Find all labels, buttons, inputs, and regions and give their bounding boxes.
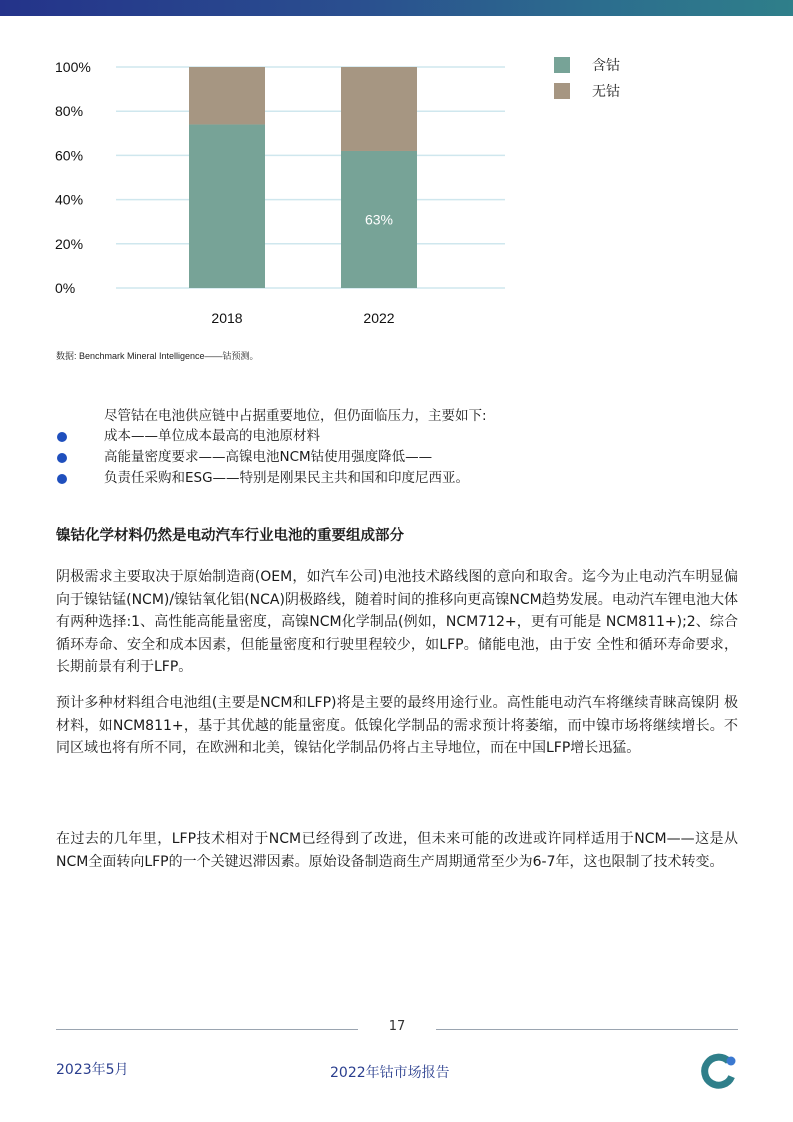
- list-item: [56, 447, 736, 468]
- legend-item: [554, 52, 620, 78]
- footer-report-title: 2022年钴市场报告: [330, 1065, 450, 1081]
- data-label: 63%: [364, 211, 394, 228]
- report-logo-icon: [698, 1051, 738, 1091]
- legend-item: [554, 78, 620, 104]
- bullet-dot-icon: [57, 474, 67, 484]
- x-tick-label: 2018: [211, 310, 243, 326]
- bullet-dot-icon: [57, 453, 67, 463]
- chart-svg: [40, 40, 760, 340]
- footer-date: 2023年5月: [56, 1062, 129, 1078]
- intro-text: 尽管钴在电池供应链中占据重要地位，但仍面临压力，主要如下:: [104, 408, 487, 424]
- list-item-text: 负责任采购和ESG——特别是刚果民主共和国和印度尼西亚。: [104, 470, 470, 486]
- list-item: [56, 468, 736, 489]
- legend-swatch: [554, 83, 570, 99]
- top-color-band: [0, 0, 793, 16]
- y-tick-label: 20%: [55, 235, 84, 252]
- list-item: [56, 426, 736, 447]
- footer-divider-right: [436, 1029, 738, 1030]
- y-tick-label: 60%: [55, 147, 84, 164]
- chart-legend: [554, 52, 620, 104]
- y-tick-label: 40%: [55, 191, 84, 208]
- footer-divider-left: [56, 1029, 358, 1030]
- stacked-bar-chart: [40, 40, 760, 340]
- x-tick-label: 2022: [363, 310, 395, 326]
- bullet-list: [56, 426, 736, 489]
- list-item-text: 成本——单位成本最高的电池原材料: [104, 428, 320, 444]
- section-heading: 镍钴化学材料仍然是电动汽车行业电池的重要组成部分: [56, 528, 404, 544]
- bullet-dot-icon: [57, 432, 67, 442]
- y-tick-label: 0%: [55, 280, 76, 296]
- body-paragraph: 在过去的几年里，LFP技术相对于NCM已经得到了改进，但未来可能的改进或许同样适用于NCM——这是从NCM全面转向LFP的一个关键迟滞因素。原始设备制造商生产周期通常至少为6-7年，这也限制了技术转变。: [56, 831, 738, 870]
- legend-label: 无钴: [592, 84, 620, 100]
- page-number: 17: [388, 1019, 406, 1034]
- bar-segment: [341, 67, 417, 151]
- list-item-text: 高能量密度要求——高镍电池NCM钴使用强度降低——: [104, 449, 433, 465]
- y-tick-label: 100%: [55, 59, 91, 75]
- body-paragraph: 预计多种材料组合电池组(主要是NCM和LFP)将是主要的最终用途行业。高性能电动汽车将继续青睐高镍阴 极材料，如NCM811+，基于其优越的能量密度。低镍化学制品的需求预计将萎缩，而中镍市场将继续增长。不同区域也将有所不同，在欧洲和北美，镍钴化学制品仍将占主导地位，而在中国LFP增长迅猛。: [56, 695, 738, 756]
- chart-source-note: 数据: Benchmark Mineral Intelligence——钴预测。: [56, 351, 259, 361]
- body-paragraph: 阴极需求主要取决于原始制造商(OEM，如汽车公司)电池技术路线图的意向和取舍。迄今为止电动汽车明显偏向于镍钴锰(NCM)/镍钴氧化铝(NCA)阴极路线，随着时间的推移向更高镍NCM趋势发展。电动汽车锂电池大体有两种选择:1、高性能高能量密度，高镍NCM化学制品(例如，NCM712+，更有可能是 NCM811+);2、综合循环寿命、安全和成本因素，但能量密度和行驶里程较少，如LFP。储能电池，由于安 全性和循环寿命要求，长期前景有利于LFP。: [56, 569, 738, 675]
- bar-segment: [189, 67, 265, 124]
- legend-label: 含钴: [592, 58, 620, 74]
- bar-segment: [189, 124, 265, 288]
- y-tick-label: 80%: [55, 103, 84, 120]
- legend-swatch: [554, 57, 570, 73]
- logo-dot: [727, 1057, 736, 1066]
